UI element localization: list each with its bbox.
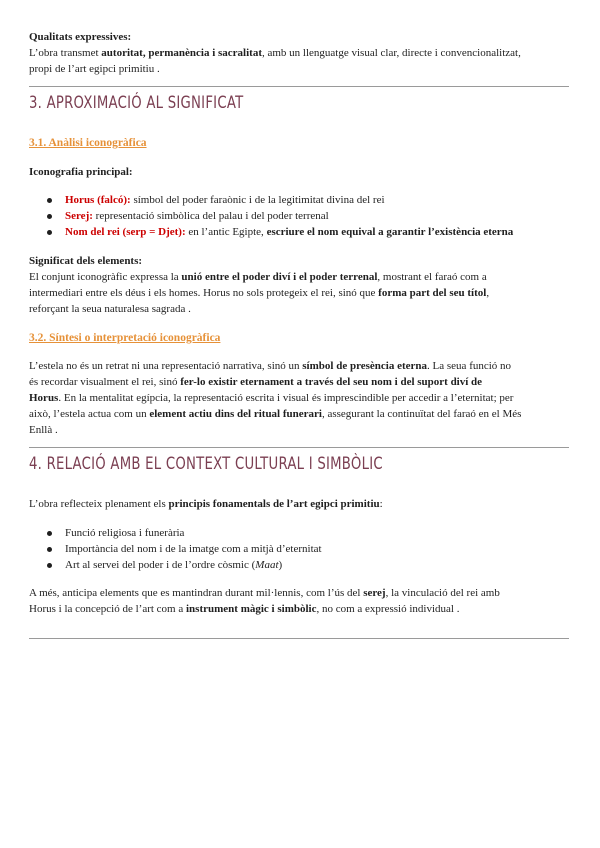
subsection-3-1-title: 3.1. Anàlisi iconogràfica (29, 137, 147, 149)
section-3-title: 3. APROXIMACIÓ AL SIGNIFICAT (29, 93, 244, 113)
section-4-intro: L’obra reflecteix plenament els principis fonamentals de l’art egipci primitiu: (29, 498, 383, 510)
list-item: Serej: representació simbòlica del palau i del poder terrenal (29, 208, 569, 224)
qualitats-heading: Qualitats expressives: (29, 31, 132, 43)
list-item: Importància del nom i de la imatge com a mitjà d’eternitat (29, 541, 569, 557)
sintesi-paragraph: L’estela no és un retrat ni una representació narrativa, sinó un símbol de presència eterna. La seua funció no és recordar visualment el rei, sinó fer-lo existir eternament a través del seu nom i del suport diví de Horus. En la mentalitat egípcia, la representació escrita i visual és imprescindible per accedir a l’eternitat; per això, l’estela actua com un element actiu dins del ritual funerari, assegurant la continuïtat del faraó en el Més Enllà . (29, 360, 522, 436)
divider (29, 86, 569, 87)
principis-list (29, 525, 569, 573)
list-item: Nom del rei (serp = Djet): en l’antic Egipte, escriure el nom equival a garantir l’existència eterna (29, 224, 569, 240)
section-4-title: 4. RELACIÓ AMB EL CONTEXT CULTURAL I SIMBÒLIC (29, 454, 383, 474)
qualitats-paragraph: Qualitats expressives: L’obra transmet autoritat, permanència i sacralitat, amb un llenguatge visual clar, directe i convencionalitzat, propi de l’art egipci primitiu . (29, 31, 521, 75)
subsection-3-2-title: 3.2. Síntesi o interpretació iconogràfica (29, 332, 221, 344)
section-4-conclusion: A més, anticipa elements que es mantindran durant mil·lennis, com l’ús del serej, la vinculació del rei amb Horus i la concepció de l’art com a instrument màgic i simbòlic, no com a expressió individual . (29, 587, 500, 615)
divider (29, 447, 569, 448)
list-item: Funció religiosa i funerària (29, 525, 569, 541)
significat-paragraph: Significat dels elements: El conjunt iconogràfic expressa la unió entre el poder diví i el poder terrenal, mostrant el faraó com a intermediari entre els déus i els homes. Horus no sols protegeix el rei, sinó que forma part del seu títol, reforçant la seua naturalesa sagrada . (29, 255, 490, 315)
list-item: Art al servei del poder i de l’ordre còsmic (Maat) (29, 557, 569, 573)
divider (29, 638, 569, 639)
iconografia-heading: Iconografia principal: (29, 166, 133, 178)
iconografia-list (29, 192, 569, 240)
list-item: Horus (falcó): símbol del poder faraònic i de la legitimitat divina del rei (29, 192, 569, 208)
